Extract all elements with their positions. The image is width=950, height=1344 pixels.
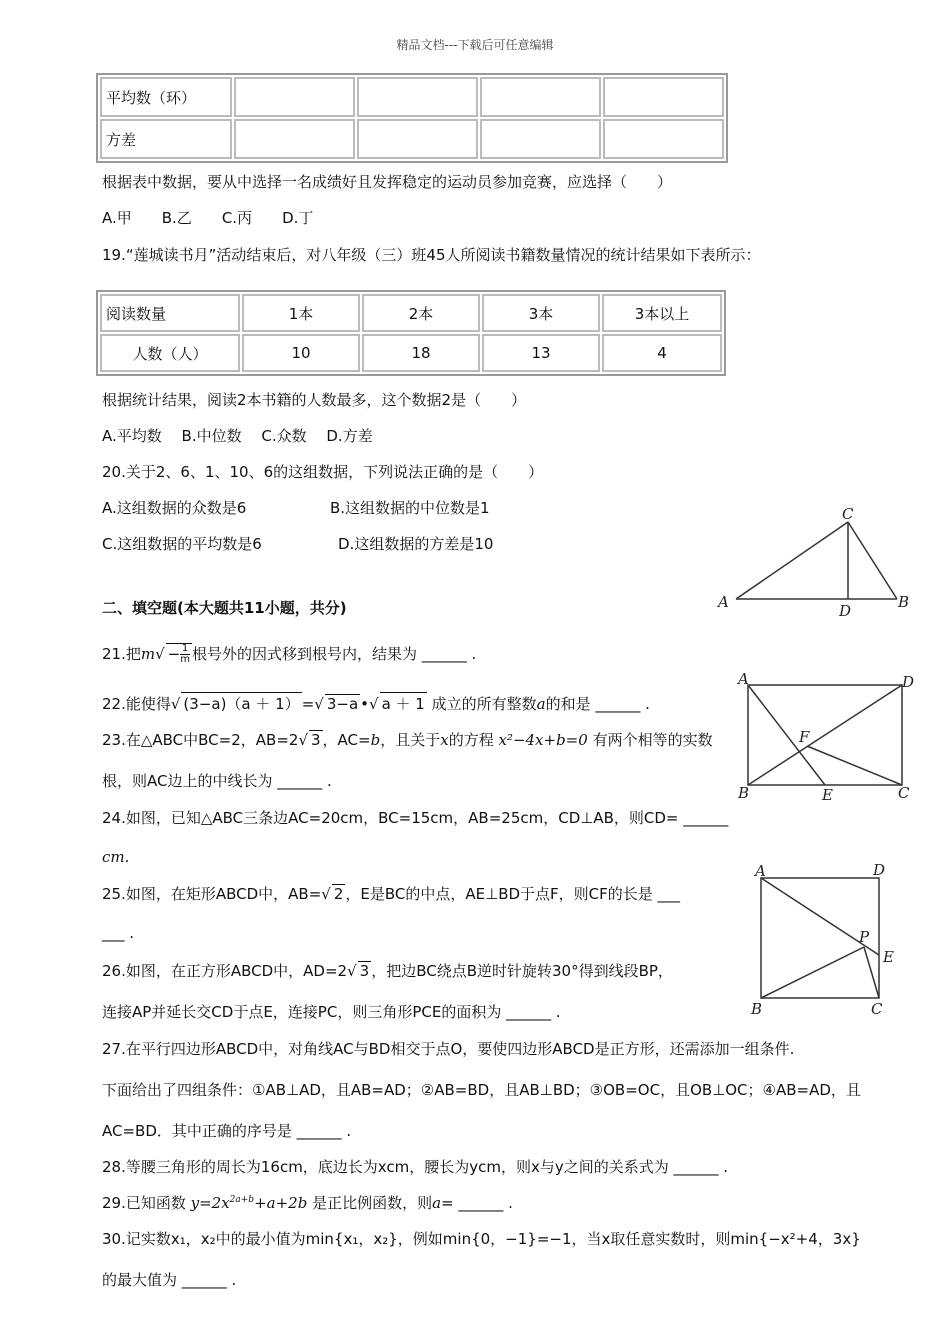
radical-sign: √ (314, 695, 324, 713)
q22-a: a (536, 695, 546, 713)
empty-cell (603, 119, 724, 159)
label-f: F (799, 728, 810, 746)
q19-options: A.平均数 B.中位数 C.众数 D.方差 (102, 427, 373, 445)
q29 (102, 1192, 513, 1213)
q26-post: ，把边BC绕点B逆时针旋转30°得到线段BP， (371, 962, 673, 980)
empty-cell (357, 77, 478, 117)
q21-den: m (180, 654, 190, 665)
q23-line2: 根，则AC边上的中线长为 ______ . (102, 772, 332, 790)
q30-line2: 的最大值为 ______ . (102, 1271, 237, 1289)
label-c: C (842, 505, 854, 523)
label-e: E (822, 786, 833, 804)
radical-sign: √ (155, 645, 165, 663)
score-table (96, 73, 728, 163)
page-header: 精品文档---下载后可任意编辑 (396, 38, 554, 52)
q18-options: A.甲 B.乙 C.丙 D.丁 (102, 209, 314, 227)
q26-radicand: 3 (359, 962, 370, 980)
q20-option-a: A.这组数据的众数是6 (102, 499, 247, 517)
label-e: E (883, 948, 894, 966)
value-cell: 13 (482, 334, 600, 372)
q23-line1 (102, 729, 713, 750)
q21-fraction (180, 644, 190, 665)
row-label: 方差 (100, 119, 232, 159)
row-label: 人数（人） (100, 334, 240, 372)
q27-line2: 下面给出了四组条件：①AB⊥AD，且AB=AD；②AB=BD，且AB⊥BD；③OB=OC，且OB⊥OC；④AB=AD，且 (102, 1081, 861, 1099)
segment-pc (864, 947, 879, 998)
label-a: A (738, 670, 749, 688)
reading-table (96, 290, 726, 376)
edge-ac (736, 522, 848, 599)
label-b: B (898, 593, 910, 611)
q19-stem: 19.“莲城读书月”活动结束后，对八年级（三）班45人所阅读书籍数量情况的统计结果如下表所示： (102, 246, 761, 264)
radical-sign: √ (347, 962, 357, 980)
label-d: D (839, 602, 852, 620)
q26-line1 (102, 960, 673, 981)
header-cell: 1本 (242, 294, 360, 332)
segment-ae (748, 685, 825, 785)
q21-post: 根号外的因式移到根号内，结果为 ______ . (191, 645, 477, 663)
q21-m: m (140, 645, 156, 663)
label-p: P (859, 928, 870, 946)
q23-b: b (370, 731, 381, 749)
diagonal-bd (748, 685, 902, 785)
radical-sign: √ (298, 731, 308, 749)
q26-line2: 连接AP并延长交CD于点E，连接PC，则三角形PCE的面积为 ______ . (102, 1003, 561, 1021)
header-cell: 阅读数量 (100, 294, 240, 332)
q21-radicand (166, 643, 192, 665)
rectangle-figure (732, 670, 922, 805)
q29-pre: 29.已知函数 (102, 1194, 191, 1212)
q20-option-c: C.这组数据的平均数是6 (102, 535, 262, 553)
label-d: D (873, 861, 886, 879)
q25-line2: ___ . (102, 924, 135, 942)
q26-pre: 26.如图，在正方形ABCD中，AD=2 (102, 962, 348, 980)
empty-cell (480, 77, 601, 117)
table-row (100, 77, 724, 117)
radical-sign: √ (369, 695, 379, 713)
q22-post2: 的和是 ______ . (545, 695, 650, 713)
value-cell: 10 (242, 334, 360, 372)
q22-pre: 22.能使得 (102, 695, 171, 713)
q23-mid3: 的方程 (448, 731, 499, 749)
header-cell: 3本以上 (602, 294, 722, 332)
label-c: C (871, 1000, 883, 1018)
radical-sign: √ (170, 695, 181, 713)
q21-num: 1 (181, 643, 189, 654)
triangle-figure (712, 502, 912, 622)
q20-option-b: B.这组数据的中位数是1 (330, 499, 490, 517)
q25-pre: 25.如图，在矩形ABCD中，AB= (102, 885, 322, 903)
edge-bc (848, 522, 897, 599)
q18-stem: 根据表中数据，要从中选择一名成绩好且发挥稳定的运动员参加竞赛，应选择（ ） (102, 173, 673, 191)
empty-cell (357, 119, 478, 159)
q29-expr: y=2x (190, 1194, 230, 1212)
q27-line3: AC=BD．其中正确的序号是 ______ . (102, 1122, 352, 1140)
empty-cell (234, 119, 355, 159)
q21 (102, 643, 476, 665)
radical-sign: √ (321, 885, 331, 903)
label-d: D (902, 673, 915, 691)
q21-pre: 21.把 (102, 645, 141, 663)
q23-mid2: ，且关于 (380, 731, 441, 749)
q22-radicand-1: (3−a)（a ＋ 1） (181, 692, 301, 714)
q23-equation: x²−4x+b=0 (498, 731, 588, 749)
q20-option-d: D.这组数据的方差是10 (338, 535, 494, 553)
section-title: 二、填空题(本大题共11小题，共分) (102, 599, 347, 617)
value-cell: 4 (602, 334, 722, 372)
q28: 28.等腰三角形的周长为16cm，底边长为xcm，腰长为ycm，则x与y之间的关系式为 ______ . (102, 1158, 729, 1176)
value-cell: 18 (362, 334, 480, 372)
header-cell: 2本 (362, 294, 480, 332)
label-c: C (898, 784, 910, 802)
q24-line1: 24.如图，已知△ABC三条边AC=20cm，BC=15cm，AB=25cm，CD⊥AB，则CD= ______ (102, 809, 729, 827)
label-a: A (755, 862, 766, 880)
q24-line2: cm. (102, 848, 130, 866)
empty-cell (480, 119, 601, 159)
q22-post: 成立的所有整数 (426, 695, 537, 713)
q29-a: a (432, 1194, 442, 1212)
q22 (102, 692, 650, 714)
table-row (100, 119, 724, 159)
q29-expr2: +a+2b (254, 1194, 308, 1212)
q30-line1: 30.记实数x₁，x₂中的最小值为min{x₁，x₂}，例如min{0，−1}=−1，当x取任意实数时，则min{−x²+4，3x} (102, 1230, 861, 1248)
q22-radicand-2: 3−a (326, 695, 359, 713)
label-b: B (738, 784, 750, 802)
header-cell: 3本 (482, 294, 600, 332)
q21-neg: − (167, 645, 181, 663)
q23-pre: 23.在△ABC中BC=2，AB=2 (102, 731, 299, 749)
q25-radicand: 2 (333, 885, 344, 903)
row-label: 平均数（环） (100, 77, 232, 117)
q29-post: 是正比例函数，则 (307, 1194, 433, 1212)
square-figure (745, 860, 915, 1020)
table-row (100, 294, 722, 332)
q27-line1: 27.在平行四边形ABCD中，对角线AC与BD相交于点O，要使四边形ABCD是正方形，还需添加一组条件. (102, 1040, 795, 1058)
q23-mid: ，AC= (322, 731, 371, 749)
q22-dot: • (360, 695, 370, 713)
q29-exponent: 2a+b (229, 1195, 255, 1205)
q23-x: x (440, 731, 449, 749)
q25-line1 (102, 883, 680, 904)
q25-post: ，E是BC的中点，AE⊥BD于点F，则CF的长是 ___ (345, 885, 681, 903)
empty-cell (234, 77, 355, 117)
label-a: A (718, 593, 729, 611)
q22-eq: = (301, 695, 315, 713)
q20-stem: 20.关于2、6、1、10、6的这组数据，下列说法正确的是（ ） (102, 463, 544, 481)
q23-radicand: 3 (311, 731, 321, 749)
q29-post2: = ______ . (441, 1194, 513, 1212)
q23-post: 有两个相等的实数 (587, 731, 713, 749)
empty-cell (603, 77, 724, 117)
table-row (100, 334, 722, 372)
q22-radicand-3: a ＋ 1 (380, 692, 427, 714)
label-b: B (751, 1000, 763, 1018)
q19-question: 根据统计结果，阅读2本书籍的人数最多，这个数据2是（ ） (102, 391, 527, 409)
segment-bp (761, 947, 864, 998)
